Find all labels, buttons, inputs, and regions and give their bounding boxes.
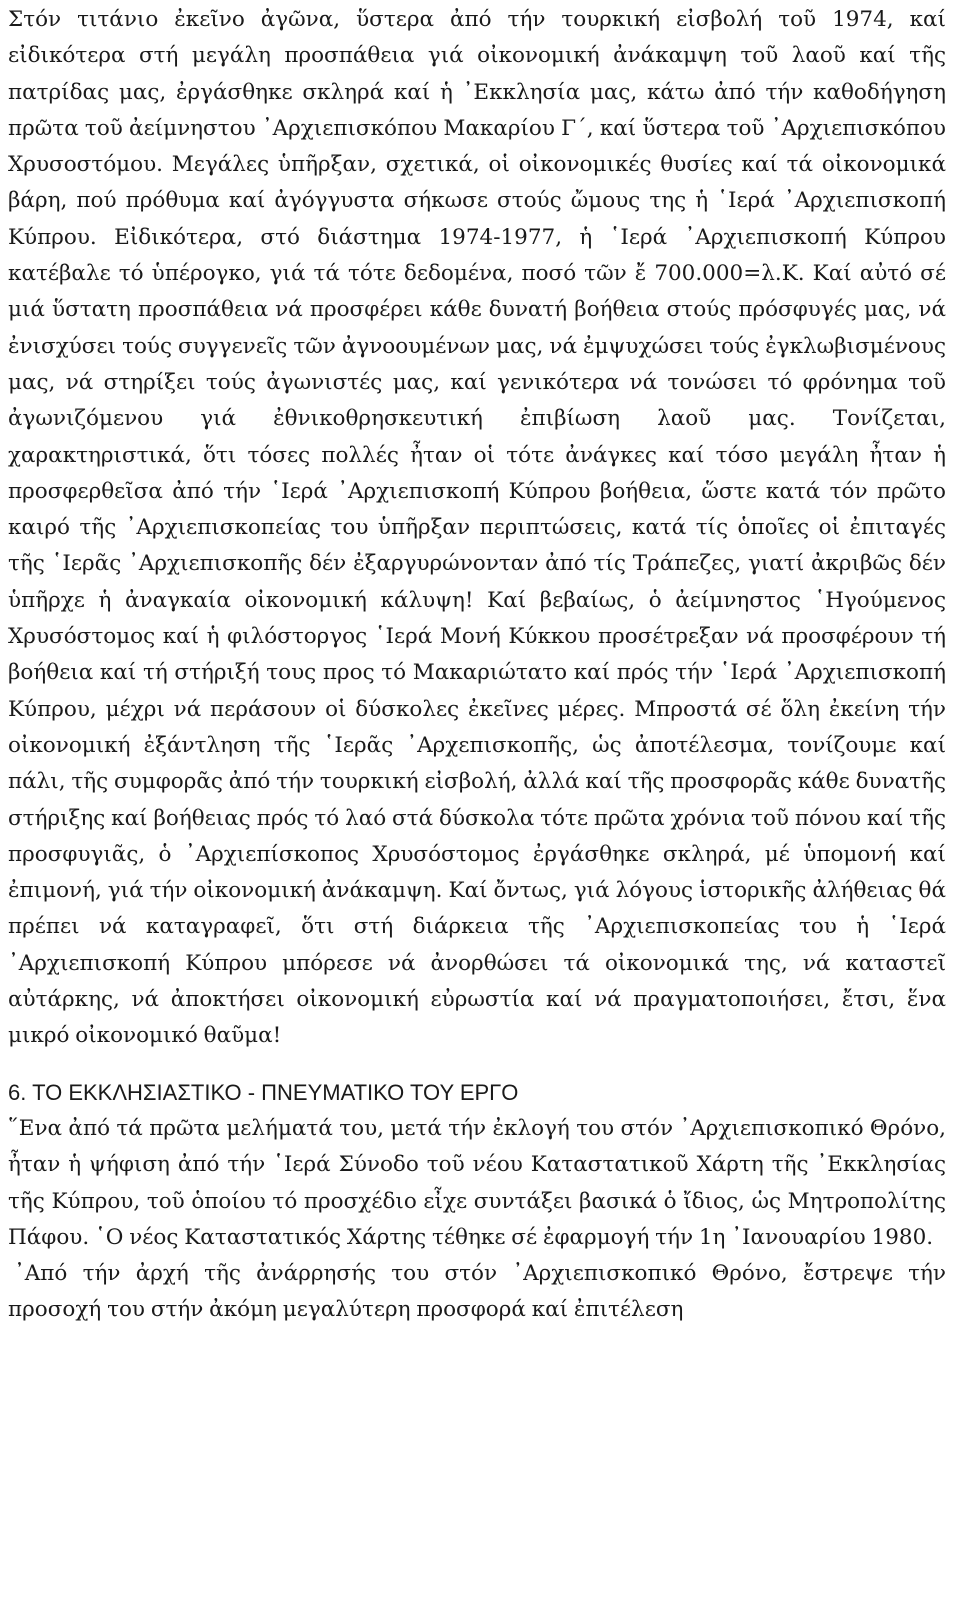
section-heading: 6. ΤΟ ΕΚΚΛΗΣΙΑΣΤΙΚΟ - ΠΝΕΥΜΑΤΙΚΟ ΤΟΥ ΕΡΓΟ (8, 1079, 519, 1105)
body-paragraph: ῞Ενα ἀπό τά πρῶτα μελήματά του, μετά τήν ἐκλογή του στόν ᾿Αρχιεπισκοπικό Θρόνο, ἦταν ἡ ψήφιση ἀπό τήν ῾Ιερά Σύνοδο τοῦ νέου Καταστατικοῦ Χάρτη τῆς ᾿Εκκλησίας τῆς Κύπρου, τοῦ ὁποίου τό προσχέδιο εἶχε συντάξει βασικά ὁ ἴδιος, ὡς Μητροπολίτης Πάφου. ῾Ο νέος Καταστατικός Χάρτης τέθηκε σέ ἐφαρμογή τήν 1η ᾿Ιανουαρίου 1980. (8, 1115, 946, 1250)
body-paragraph: ᾿Από τήν ἀρχή τῆς ἀνάρρησής του στόν ᾿Αρχιεπισκοπικό Θρόνο, ἔστρεψε τήν προσοχή του στήν ἀκόμη μεγαλύτερη προσφορά καί ἐπιτέλεση (8, 1261, 946, 1323)
body-paragraph: Στόν τιτάνιο ἐκεῖνο ἀγῶνα, ὕστερα ἀπό τήν τουρκική εἰσβολή τοῦ 1974, καί εἰδικότερα στή μεγάλη προσπάθεια γιά οἰκονομική ἀνάκαμψη τοῦ λαοῦ καί τῆς πατρίδας μας, ἐργάσθηκε σκληρά καί ἡ ᾿Εκκλησία μας, κάτω ἀπό τήν καθοδήγηση πρῶτα τοῦ ἀείμνηστου ᾿Αρχιεπισκόπου Μακαρίου Γ΄, καί ὕστερα τοῦ ᾿Αρχιεπισκόπου Χρυσοστόμου. Μεγάλες ὑπῆρξαν, σχετικά, οἱ οἰκονομικές θυσίες καί τά οἰκονομικά βάρη, πού πρόθυμα καί ἀγόγγυστα σήκωσε στούς ὤμους της ἡ ῾Ιερά ᾿Αρχιεπισκοπή Κύπρου. Εἰδικότερα, στό διάστημα 1974-1977, ἡ ῾Ιερά ᾿Αρχιεπισκοπή Κύπρου κατέβαλε τό ὑπέρογκο, γιά τά τότε δεδομένα, ποσό τῶν ἔ 700.000=λ.Κ. Καί αὐτό σέ μιά ὕστατη προσπάθεια νά προσφέρει κάθε δυνατή βοήθεια στούς πρόσφυγές μας, νά ἐνισχύσει τούς συγγενεῖς τῶν ἀγνοουμένων μας, νά ἐμψυχώσει τούς ἐγκλωβισμένους μας, νά στηρίξει τούς ἀγωνιστές μας, καί γενικότερα νά τονώσει τό φρόνημα τοῦ ἀγωνιζόμενου γιά ἐθνικοθρησκευτική ἐπιβίωση λαοῦ μας. Τονίζεται, χαρακτηριστικά, ὅτι τόσες πολλές ἦταν οἱ τότε ἀνάγκες καί τόσο μεγάλη ἦταν ἡ προσφερθεῖσα ἀπό τήν ῾Ιερά ᾿Αρχιεπισκοπή Κύπρου βοήθεια, ὥστε κατά τόν πρῶτο καιρό τῆς ᾿Αρχιεπισκοπείας του ὑπῆρξαν περιπτώσεις, κατά τίς ὁποῖες οἱ ἐπιταγές τῆς ῾Ιερᾶς ᾿Αρχιεπισκοπῆς δέν ἐξαργυρώνονταν ἀπό τίς Τράπεζες, γιατί ἀκριβῶς δέν ὑπῆρχε ἡ ἀναγκαία οἰκονομική κάλυψη! Καί βεβαίως, ὁ ἀείμνηστος ῾Ηγούμενος Χρυσόστομος καί ἡ φιλόστοργος ῾Ιερά Μονή Κύκκου προσέτρεξαν νά προσφέρουν τή βοήθεια καί τή στήριξή τους προς τό Μακαριώτατο καί πρός τήν ῾Ιερά ᾿Αρχιεπισκοπή Κύπρου, μέχρι νά περάσουν οἱ δύσκολες ἐκεῖνες μέρες. Μπροστά σέ ὅλη ἐκείνη τήν οἰκονομική ἐξάντληση τῆς ῾Ιερᾶς ᾿Αρχεπισκοπῆς, ὡς ἀποτέλεσμα, τονίζουμε καί πάλι, τῆς συμφορᾶς ἀπό τήν τουρκική εἰσβολή, ἀλλά καί τῆς προσφορᾶς κάθε δυνατῆς στήριξης καί βοήθειας πρός τό λαό στά δύσκολα τότε πρῶτα χρόνια τοῦ πόνου καί τῆς προσφυγιᾶς, ὁ ᾿Αρχιεπίσκοπος Χρυσόστομος ἐργάσθηκε σκληρά, μέ ὑπομονή καί ἐπιμονή, γιά τήν οἰκονομική ἀνάκαμψη. Καί ὄντως, γιά λόγους ἱστορικῆς ἀλήθειας θά πρέπει νά καταγραφεῖ, ὅτι στή διάρκεια τῆς ᾿Αρχιεπισκοπείας του ἡ ῾Ιερά ᾿Αρχιεπισκοπή Κύπρου μπόρεσε νά ἀνορθώσει τά οἰκονομικά της, νά καταστεῖ αὐτάρκης, νά ἀποκτήσει οἰκονομική εὐρωστία καί νά πραγματοποιήσει, ἔτσι, ἕνα μικρό οἰκονομικό θαῦμα! (8, 7, 946, 1049)
